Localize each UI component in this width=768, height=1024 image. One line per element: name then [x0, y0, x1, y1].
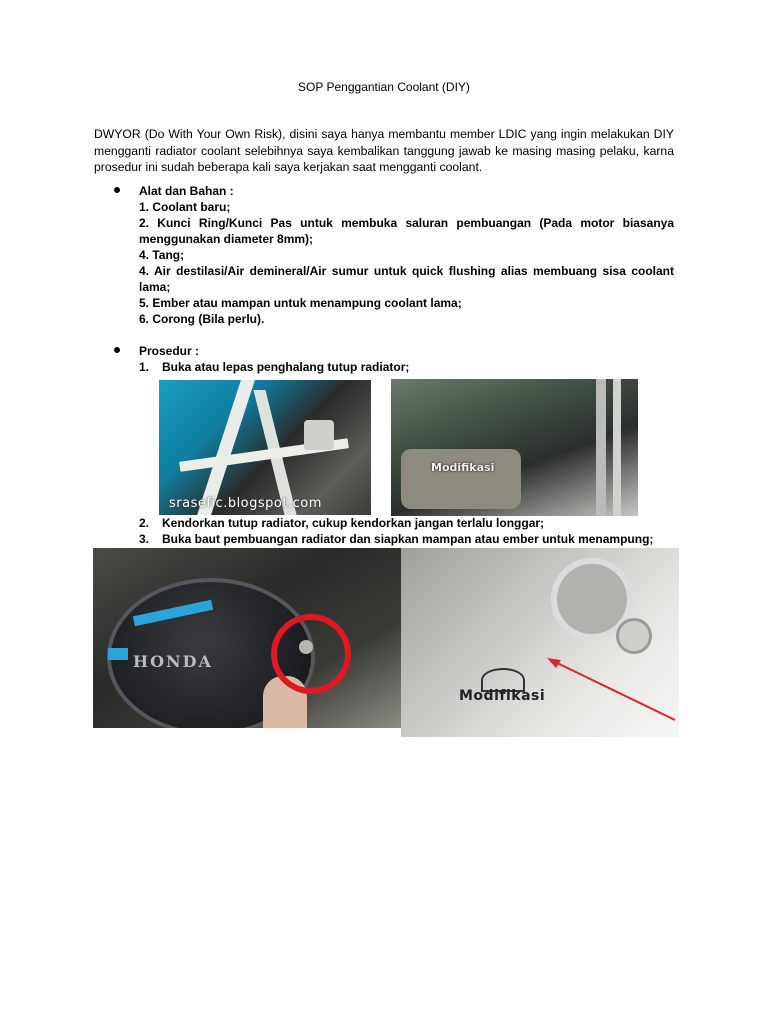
procedure-heading: Prosedur :: [139, 344, 200, 358]
procedure-section: [94, 343, 674, 375]
step-item: [139, 359, 674, 375]
step-item: [139, 531, 674, 547]
engine-brand-label: HONDA: [133, 652, 213, 671]
photo-watermark: srasefic.blogspot.com: [169, 496, 322, 511]
list-item: 4. Air destilasi/Air demineral/Air sumur untuk quick flushing alias membuang sisa coolant lama;: [139, 264, 674, 294]
list-item: 4. Tang;: [139, 248, 185, 262]
list-item: 6. Corong (Bila perlu).: [139, 312, 265, 326]
materials-list: [94, 199, 674, 327]
photo-motorcycle-front: [391, 379, 638, 516]
photo-watermark: Modifikasi: [459, 688, 546, 704]
procedure-heading-row: [94, 343, 674, 359]
bullet-dot-icon: [114, 187, 120, 193]
step-text: Kendorkan tutup radiator, cukup kendorkan jangan terlalu longgar;: [162, 516, 545, 530]
photo-engine-drain-bolt: [93, 548, 401, 728]
list-item: 1. Coolant baru;: [139, 200, 231, 214]
steps-list: [94, 515, 674, 547]
step-text: Buka baut pembuangan radiator dan siapkan mampan atau ember untuk menampung;: [162, 532, 654, 546]
highlight-ring: [271, 614, 351, 694]
procedure-steps-continued: [94, 515, 674, 547]
steps-list: [94, 359, 674, 375]
materials-heading-row: [94, 183, 674, 199]
intro-paragraph: [94, 126, 674, 176]
intro-text: DWYOR (Do With Your Own Risk), disini saya hanya membantu member LDIC yang ingin melakukan DIY mengganti radiator coolant selebihnya saya kembalikan tanggung jawab ke masing masing pelaku, karna prosedur ini sudah beberapa kali saya kerjakan saat mengganti coolant.: [94, 127, 674, 174]
photo-drain-location: [401, 548, 679, 737]
list-item: 2. Kunci Ring/Kunci Pas untuk membuka saluran pembuangan (Pada motor biasanya menggunakan diameter 8mm);: [139, 216, 674, 246]
bullet-dot-icon: [114, 347, 120, 353]
step-number: 3.: [139, 532, 150, 546]
page-title: SOP Penggantian Coolant (DIY): [298, 80, 470, 94]
arrow-icon: [401, 548, 679, 737]
materials-section: [94, 183, 674, 327]
step-number: 1.: [139, 360, 150, 374]
materials-heading: Alat dan Bahan :: [139, 184, 234, 198]
list-item: 5. Ember atau mampan untuk menampung coolant lama;: [139, 296, 462, 310]
step-text: Buka atau lepas penghalang tutup radiator;: [162, 360, 410, 374]
photo-watermark: Modifikasi: [431, 461, 495, 474]
step-number: 2.: [139, 516, 150, 530]
photo-radiator-cover: [159, 380, 371, 515]
step-item: [139, 515, 674, 531]
